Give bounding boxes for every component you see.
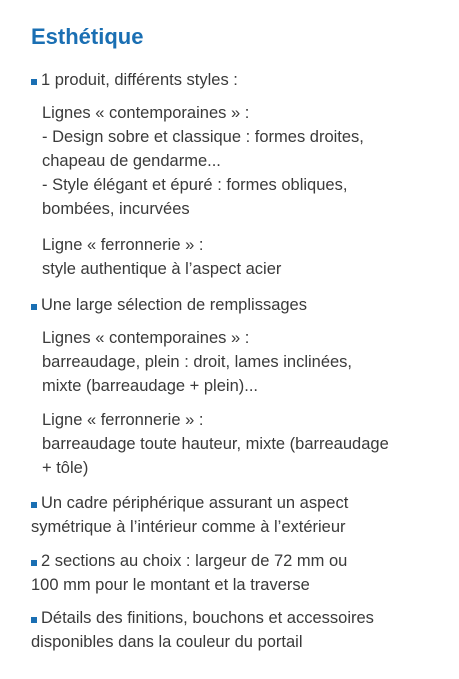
text-line: disponibles dans la couleur du portail (31, 633, 303, 651)
text-line: barreaudage, plein : droit, lames inclinées, (42, 353, 353, 371)
bullet-square-icon (31, 304, 37, 310)
sub-paragraph-ironwork-fillings (42, 408, 389, 480)
bullet-text: Une large sélection de remplissages (41, 296, 307, 314)
text-line: mixte (barreaudage + plein)... (42, 377, 258, 395)
text-line: - Design sobre et classique : formes droites, (42, 128, 364, 146)
bullet-text: 1 produit, différents styles : (41, 71, 238, 89)
text-line: Un cadre périphérique assurant un aspect (41, 494, 349, 512)
text-line: 2 sections au choix : largeur de 72 mm ou (41, 552, 348, 570)
text-line: symétrique à l’intérieur comme à l’extérieur (31, 518, 346, 536)
text-line: Lignes « contemporaines » : (42, 329, 250, 347)
bullet-item-fillings (31, 293, 307, 317)
text-line: Détails des finitions, bouchons et accessoires (41, 609, 374, 627)
bullet-item-frame (31, 491, 348, 539)
text-line: - Style élégant et épuré : formes obliques, (42, 176, 348, 194)
bullet-square-icon (31, 502, 37, 508)
bullet-item-styles (31, 68, 238, 92)
bullet-square-icon (31, 617, 37, 623)
section-title: Esthétique (31, 24, 144, 49)
bullet-item-sections (31, 549, 347, 597)
text-line: style authentique à l’aspect acier (42, 260, 282, 278)
bullet-item-finishes (31, 606, 374, 654)
sub-paragraph-contemporary-lines (42, 101, 364, 221)
text-line: 100 mm pour le montant et la traverse (31, 576, 310, 594)
text-line: Ligne « ferronnerie » : (42, 236, 204, 254)
text-line: barreaudage toute hauteur, mixte (barreaudage (42, 435, 389, 453)
text-line: chapeau de gendarme... (42, 152, 221, 170)
text-line: Lignes « contemporaines » : (42, 104, 250, 122)
bullet-square-icon (31, 79, 37, 85)
sub-paragraph-contemporary-fillings (42, 326, 352, 398)
text-line: bombées, incurvées (42, 200, 190, 218)
bullet-square-icon (31, 560, 37, 566)
text-line: + tôle) (42, 459, 89, 477)
text-line: Ligne « ferronnerie » : (42, 411, 204, 429)
sub-paragraph-ironwork-line (42, 233, 281, 281)
